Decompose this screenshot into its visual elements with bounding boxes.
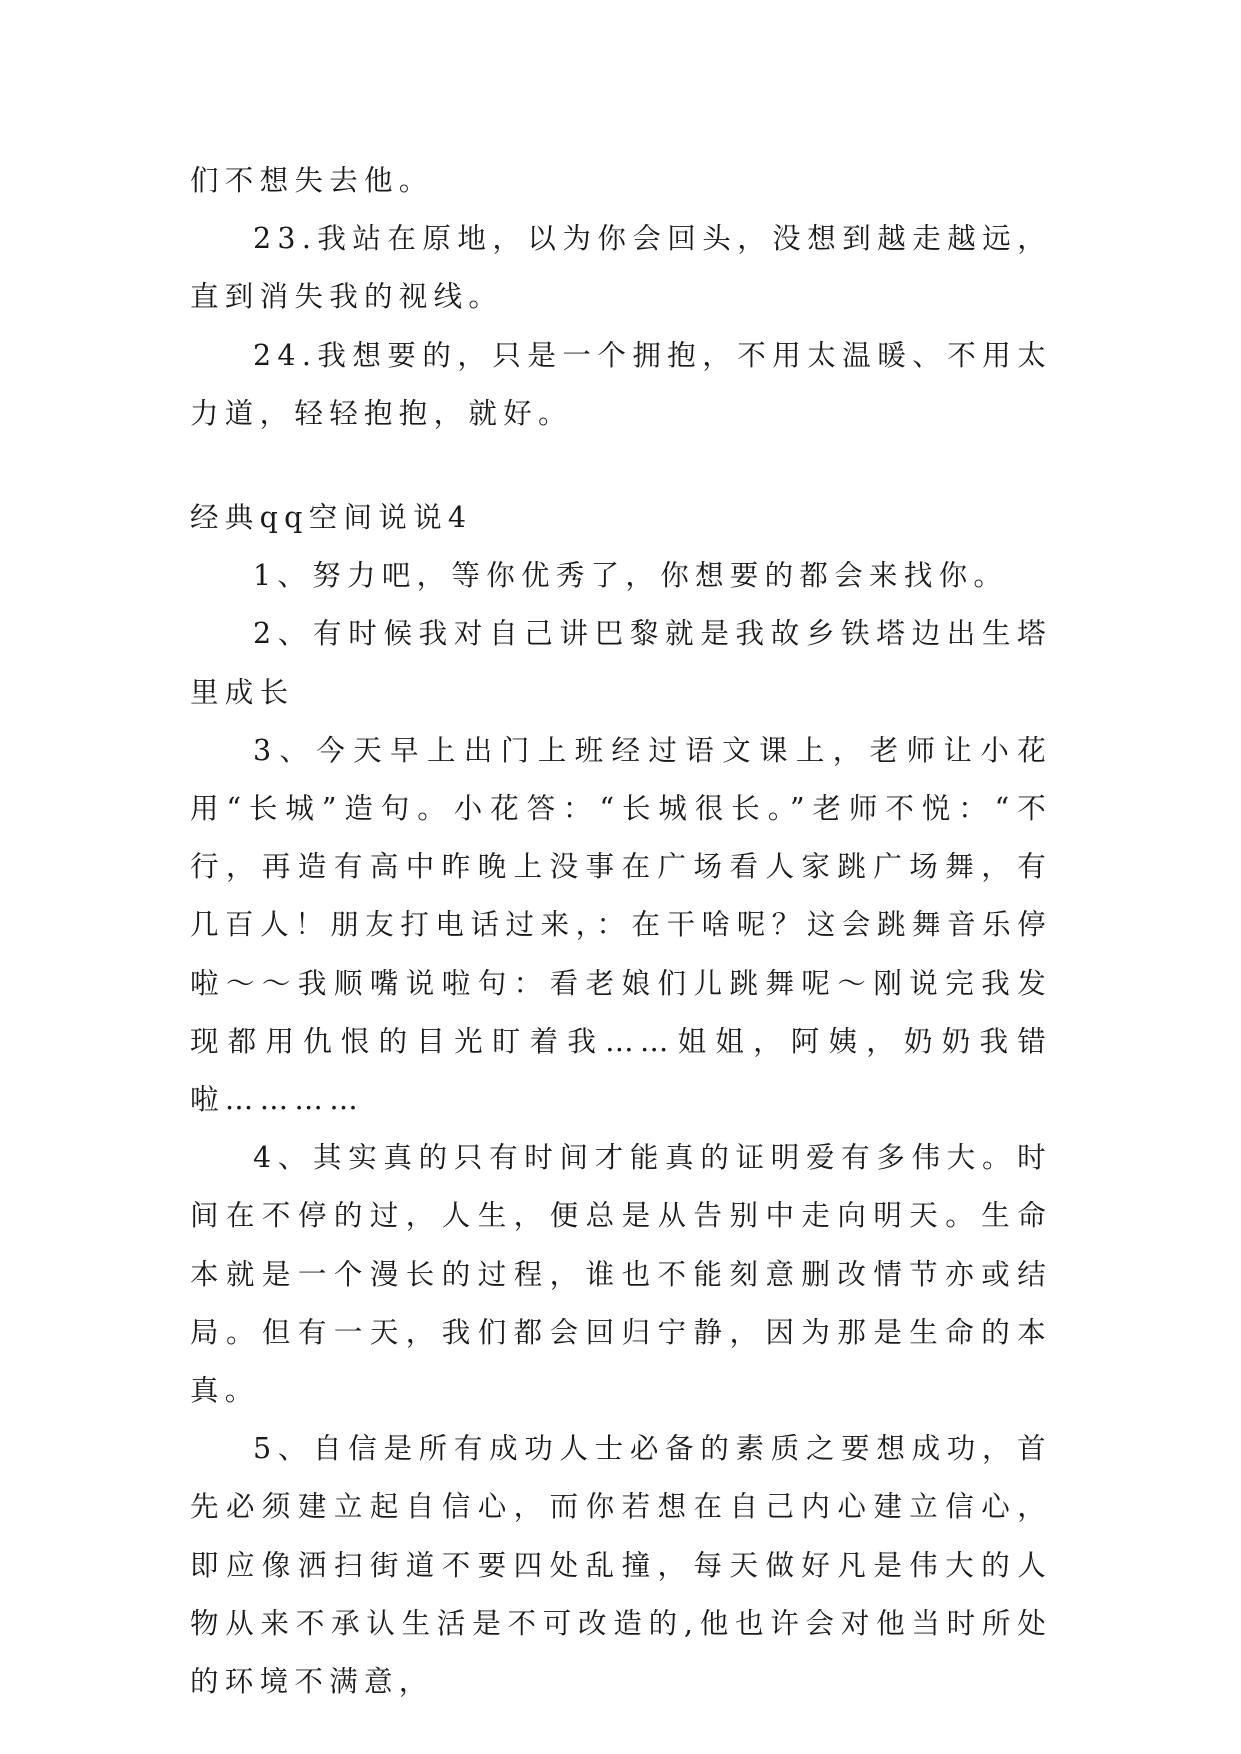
list-item-23: 23.我站在原地，以为你会回头，没想到越走越远，直到消失我的视线。	[190, 222, 1052, 314]
list-item-3: 3、今天早上出门上班经过语文课上，老师让小花用“长城”造句。小花答：“长城很长。”老师不悦：“不行，再造有高中昨晚上没事在广场看人家跳广场舞，有几百人！朋友打电话过来，：在干啥呢？这会跳舞音乐停啦～～我顺嘴说啦句：看老娘们儿跳舞呢～刚说完我发现都用仇恨的目光盯着我……姐姐，阿姨，奶奶我错啦…………	[190, 733, 1052, 1117]
list-item-5: 5、自信是所有成功人士必备的素质之要想成功，首先必须建立起自信心，而你若想在自己内心建立信心，即应像洒扫街道不要四处乱撞，每天做好凡是伟大的人物从来不承认生活是不可改造的,他也许会对他当时所处的环境不满意，	[190, 1432, 1052, 1699]
list-item-24: 24.我想要的，只是一个拥抱，不用太温暖、不用太力道，轻轻抱抱，就好。	[190, 338, 1052, 430]
list-item-1: 1、努力吧，等你优秀了，你想要的都会来找你。	[253, 559, 1009, 593]
document-page	[190, 152, 1052, 1711]
section-title: 经典qq空间说说4	[190, 501, 473, 535]
list-item-4: 4、其实真的只有时间才能真的证明爱有多伟大。时间在不停的过，人生，便总是从告别中走向明天。生命本就是一个漫长的过程，谁也不能刻意删改情节亦或结局。但有一天，我们都会回归宁静，因为那是生命的本真。	[190, 1141, 1052, 1408]
list-item-2: 2、有时候我对自己讲巴黎就是我故乡铁塔边出生塔里成长	[190, 617, 1052, 709]
continuation-paragraph: 们不想失去他。	[190, 164, 434, 197]
